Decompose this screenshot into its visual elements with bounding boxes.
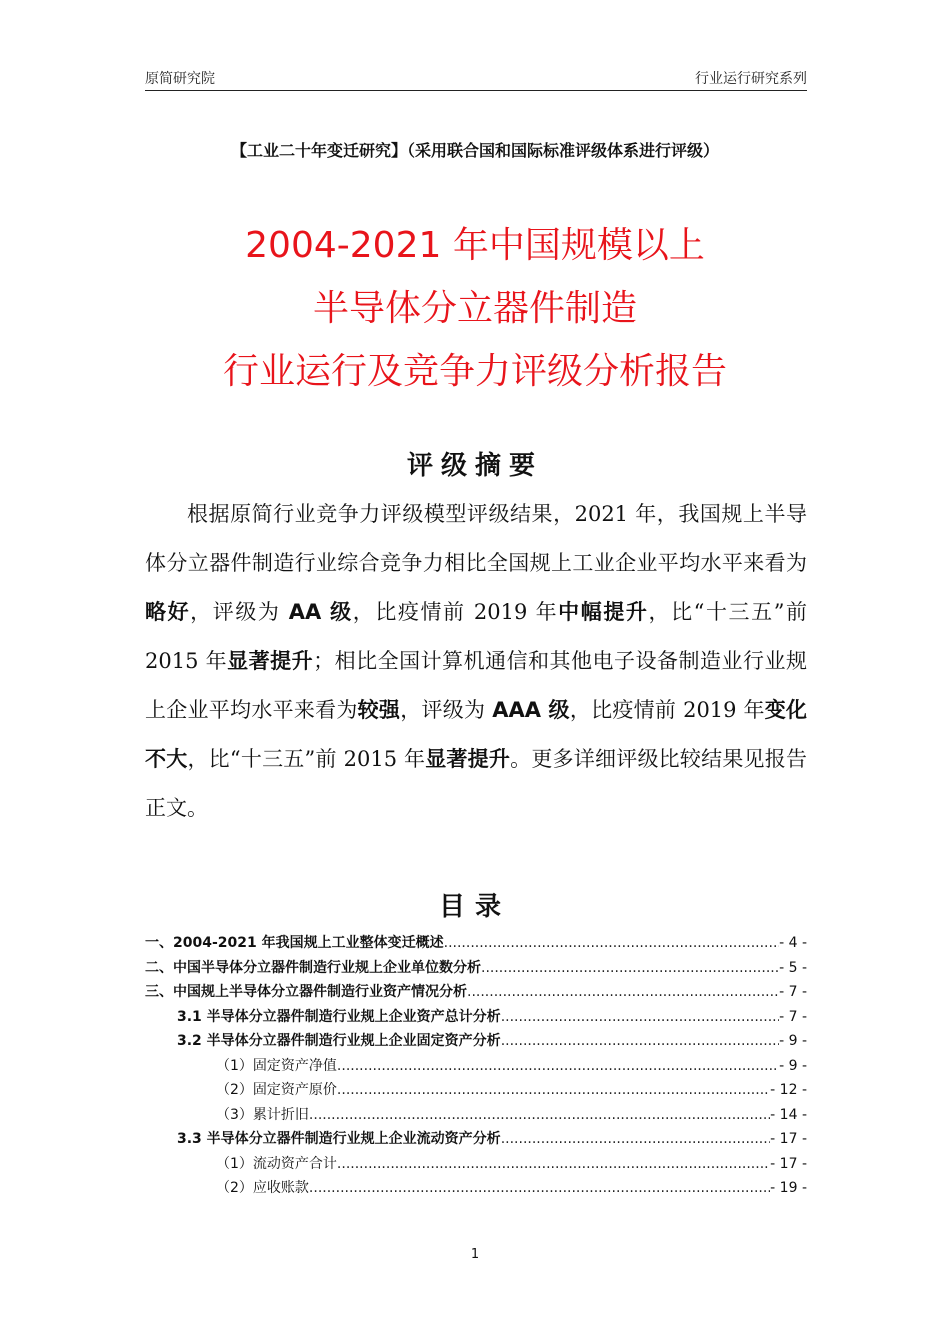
toc-entry-title: （3）累计折旧 [216,1106,309,1123]
toc-leader [309,1180,770,1196]
title-line-2: 半导体分立器件制造 [312,288,637,329]
toc-entry[interactable] [145,1055,807,1080]
abstract-text: ，比“十三五”前 2015 年 [187,747,426,771]
toc-entry-title: 一、2004-2021 年我国规上工业整体变迁概述 [145,935,444,951]
toc-leader [481,960,779,976]
toc-entry[interactable] [145,1079,807,1104]
abstract-text: ，评级为 [400,698,493,722]
toc-entry-page: - 14 - [770,1106,807,1123]
toc-entry-page: - 17 - [770,1131,807,1147]
toc-leader [444,935,779,951]
abstract-emphasis: 中幅提升 [558,600,649,624]
abstract-emphasis: 较强 [357,698,401,722]
report-title [0,214,950,403]
toc-entry-title: 3.3 半导体分立器件制造行业规上企业流动资产分析 [177,1131,501,1147]
toc-heading: 目录 [438,892,511,922]
abstract-emphasis: 略好 [145,600,191,624]
toc-entry-title: （2）固定资产原价 [216,1082,337,1098]
abstract-emphasis: 变化不大 [145,698,807,771]
table-of-contents [145,932,807,1202]
abstract-text: ，比疫情前 2019 年 [569,698,765,722]
toc-entry[interactable] [145,1177,807,1202]
report-tagline: 【工业二十年变迁研究】（采用联合国和国际标准评级体系进行评级） [230,141,719,160]
toc-entry-page: - 7 - [779,984,807,1000]
toc-entry[interactable] [145,1128,807,1153]
abstract-text: ，比疫情前 2019 年 [352,600,559,624]
page-number: 1 [470,1247,480,1262]
toc-leader [337,1156,770,1172]
abstract-emphasis: AAA 级 [492,698,570,722]
abstract-paragraph [145,490,807,833]
title-line-1: 2004-2021 年中国规模以上 [245,225,705,266]
toc-leader [501,1131,770,1147]
toc-entry-title: （2）应收账款 [216,1180,309,1196]
toc-entry[interactable] [145,1104,807,1129]
toc-leader [337,1082,770,1098]
toc-entry-page: - 19 - [770,1180,807,1196]
abstract-emphasis: 显著提升 [227,649,314,673]
abstract-body [145,490,807,833]
toc-leader [501,1033,779,1049]
header-org: 原简研究院 [145,71,215,87]
abstract-text: ；相比全国计算机通信和其他电子设备制造业行业规上企业平均水平来看为 [145,649,808,722]
toc-entry-title: （1）流动资产合计 [216,1155,337,1172]
abstract-emphasis: AA 级 [288,600,353,624]
title-line-3: 行业运行及竞争力评级分析报告 [222,351,727,392]
toc-entry-title: 3.2 半导体分立器件制造行业规上企业固定资产分析 [177,1033,501,1049]
toc-leader [337,1058,779,1074]
toc-entry-page: - 17 - [770,1155,807,1172]
toc-leader [309,1107,770,1123]
toc-leader [501,1009,779,1025]
toc-entry-page: - 5 - [779,959,807,976]
abstract-text: ，评级为 [190,600,289,624]
toc-entry-title: 三、中国规上半导体分立器件制造行业资产情况分析 [145,984,467,1000]
abstract-emphasis: 显著提升 [425,747,511,771]
toc-entry-page: - 4 - [779,935,807,951]
toc-entry-title: （1）固定资产净值 [216,1057,337,1074]
toc-entry-page: - 12 - [770,1082,807,1098]
abstract-text: 。更多详细评级比较结果见报告正文。 [145,747,808,820]
toc-leader [467,984,779,1000]
toc-entry[interactable] [145,932,807,957]
abstract-text: 根据原简行业竞争力评级模型评级结果，2021 年，我国规上半导体分立器件制造行业综合竞争力相比全国规上工业企业平均水平来看为 [145,502,807,575]
toc-entry-title: 二、中国半导体分立器件制造行业规上企业单位数分析 [145,959,481,976]
page-header [145,64,807,91]
toc-entry[interactable] [145,981,807,1006]
toc-entry[interactable] [145,957,807,982]
toc-entry-page: - 7 - [779,1008,807,1025]
toc-entry[interactable] [145,1153,807,1178]
toc-entry-title: 3.1 半导体分立器件制造行业规上企业资产总计分析 [177,1008,501,1025]
toc-entry-page: - 9 - [779,1057,807,1074]
toc-entry[interactable] [145,1030,807,1055]
abstract-text: ，比“十三五”前 2015 年 [145,600,808,673]
toc-entry[interactable] [145,1006,807,1031]
abstract-heading: 评级摘要 [406,451,543,481]
toc-entry-page: - 9 - [779,1033,807,1049]
header-series: 行业运行研究系列 [695,71,807,87]
